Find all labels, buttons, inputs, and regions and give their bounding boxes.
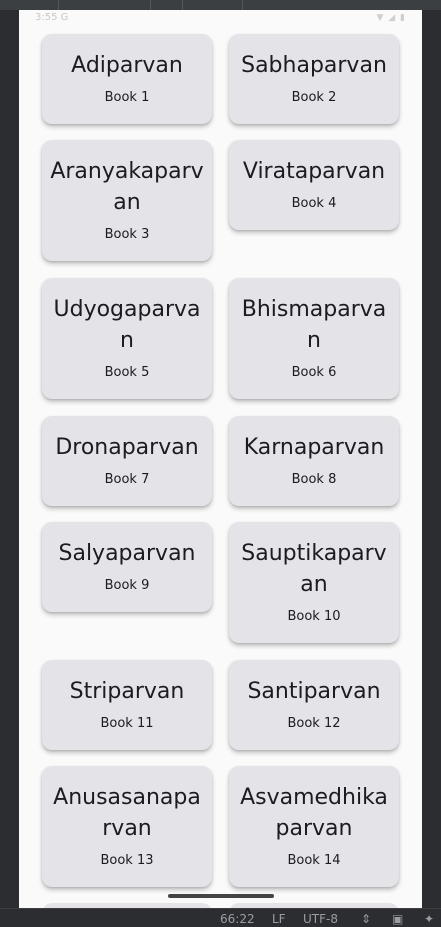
book-number: Book 10 [287, 609, 341, 624]
book-number: Book 3 [104, 227, 150, 242]
ide-tab[interactable] [182, 0, 243, 10]
ide-tab-bar [0, 0, 441, 10]
book-title: Aranyakaparvan [50, 159, 204, 215]
book-title: Bhismaparvan [241, 297, 387, 353]
book-title: Asvamedhikaparvan [240, 785, 388, 841]
book-number: Book 14 [287, 853, 341, 868]
book-card[interactable] [42, 278, 212, 399]
book-number: Book 8 [291, 472, 337, 487]
ide-tab[interactable] [58, 0, 151, 10]
ide-tab[interactable] [0, 0, 59, 10]
book-card[interactable] [42, 416, 212, 506]
book-title: Karnaparvan [243, 435, 385, 460]
book-card[interactable] [229, 278, 399, 399]
book-title: Udyogaparvan [53, 297, 201, 353]
book-title: Sauptikaparvan [241, 541, 387, 597]
book-number: Book 5 [104, 365, 150, 380]
book-number: Book 11 [100, 716, 154, 731]
book-card[interactable] [229, 140, 399, 230]
signal-icon: ◢ [388, 13, 397, 23]
book-card[interactable] [42, 140, 212, 261]
book-title: Anusasanaparvan [53, 785, 201, 841]
book-card[interactable] [229, 766, 399, 887]
book-number: Book 1 [104, 90, 150, 105]
book-card[interactable] [229, 660, 399, 750]
file-encoding[interactable]: UTF-8 [303, 912, 338, 926]
book-title: Virataparvan [242, 159, 386, 184]
status-bar [19, 10, 422, 32]
ide-tab[interactable] [150, 0, 183, 10]
gesture-handle[interactable] [168, 894, 274, 898]
ide-status-bar [0, 908, 441, 927]
book-number: Book 4 [291, 196, 337, 211]
indent-icon[interactable]: ⇕ [361, 912, 372, 926]
line-ending[interactable]: LF [272, 912, 286, 926]
status-icons [376, 13, 406, 23]
book-card[interactable] [229, 34, 399, 124]
book-title: Salyaparvan [58, 541, 196, 566]
sparkle-icon[interactable]: ✦ [424, 912, 435, 926]
book-card[interactable] [42, 34, 212, 124]
book-title: Dronaparvan [55, 435, 199, 460]
notification-icon[interactable]: ▣ [392, 912, 404, 926]
book-title: Striparvan [69, 679, 185, 704]
phone-screen [19, 10, 422, 908]
book-title: Adiparvan [71, 53, 183, 78]
book-number: Book 12 [287, 716, 341, 731]
book-card[interactable] [42, 766, 212, 887]
wifi-icon: ▼ [376, 13, 385, 23]
book-title: Sabhaparvan [241, 53, 387, 78]
status-time: 3:55 G [35, 12, 69, 23]
book-number: Book 6 [291, 365, 337, 380]
book-number: Book 9 [104, 578, 150, 593]
cursor-position[interactable]: 66:22 [220, 912, 255, 926]
book-number: Book 7 [104, 472, 150, 487]
book-card[interactable] [229, 522, 399, 643]
book-card[interactable] [42, 660, 212, 750]
book-card[interactable] [229, 416, 399, 506]
battery-icon: ▮ [400, 13, 406, 23]
book-card[interactable] [42, 522, 212, 612]
book-number: Book 2 [291, 90, 337, 105]
book-title: Santiparvan [247, 679, 381, 704]
book-number: Book 13 [100, 853, 154, 868]
